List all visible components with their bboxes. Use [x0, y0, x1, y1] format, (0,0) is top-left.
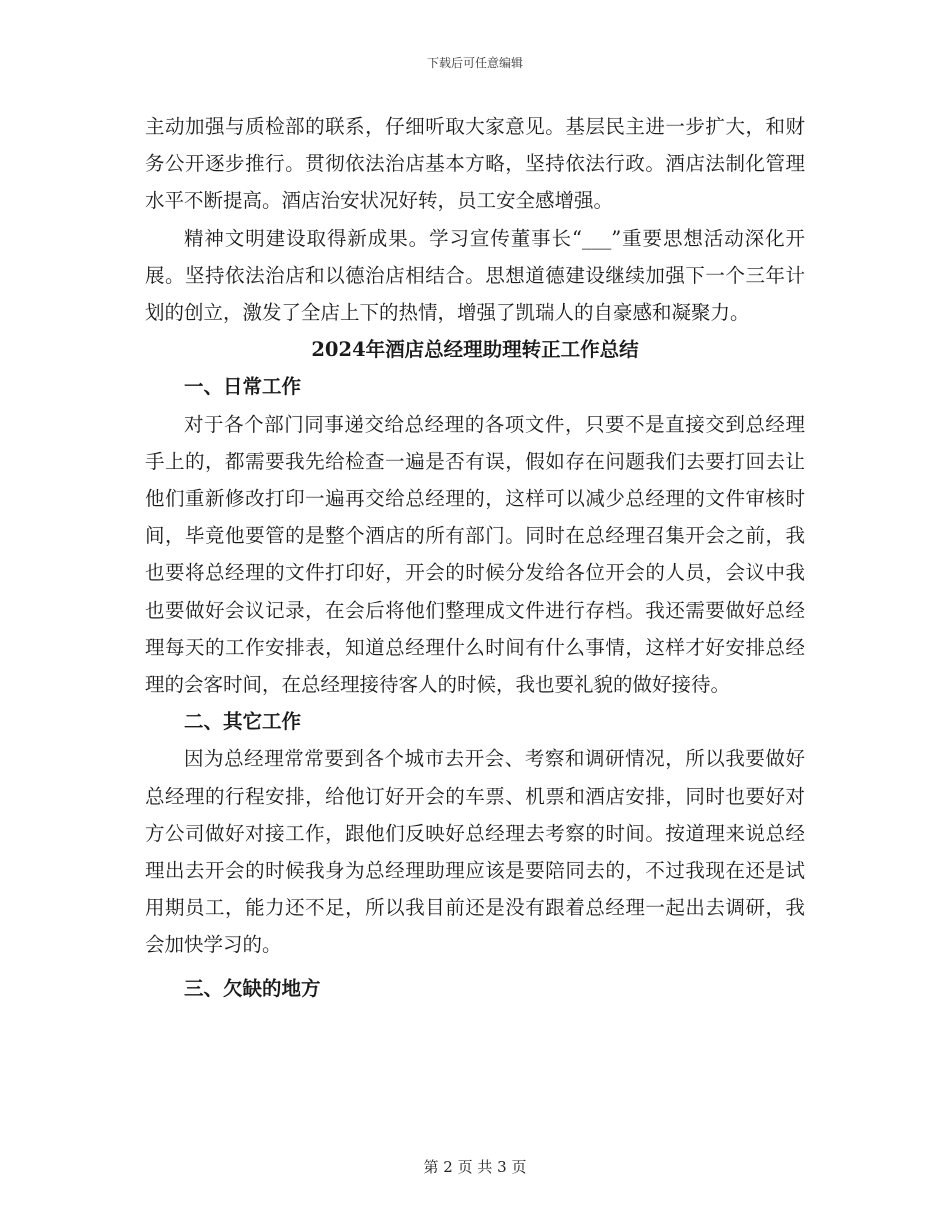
download-note: 下载后可任意编辑	[426, 56, 523, 70]
document-body	[145, 108, 805, 1007]
page-number: 第 2 页 共 3 页	[423, 1158, 527, 1176]
intro-paragraph-1: 主动加强与质检部的联系，仔细听取大家意见。基层民主进一步扩大，和财务公开逐步推行。贯彻依法治店基本方略，坚持依法行政。酒店法制化管理水平不断提高。酒店治安状况好转，员工安全感增强。	[145, 115, 805, 213]
section-heading-other-work: 二、其它工作	[184, 710, 302, 734]
section-body-daily-work: 对于各个部门同事递交给总经理的各项文件，只要不是直接交到总经理手上的，都需要我先给检查一遍是否有误，假如存在问题我们去要打回去让他们重新修改打印一遍再交给总经理的，这样可以减少总经理的文件审核时间，毕竟他要管的是整个酒店的所有部门。同时在总经理召集开会之前，我也要将总经理的文件打印好，开会的时候分发给各位开会的人员，会议中我也要做好会议记录，在会后将他们整理成文件进行存档。我还需要做好总经理每天的工作安排表，知道总经理什么时间有什么事情，这样才好安排总经理的会客时间，在总经理接待客人的时候，我也要礼貌的做好接待。	[145, 412, 805, 697]
section-body-other-work: 因为总经理常常要到各个城市去开会、考察和调研情况，所以我要做好总经理的行程安排，给他订好开会的车票、机票和酒店安排，同时也要好对方公司做好对接工作，跟他们反映好总经理去考察的时间。按道理来说总经理出去开会的时候我身为总经理助理应该是要陪同去的，不过我现在还是试用期员工，能力还不足，所以我目前还是没有跟着总经理一起出去调研，我会加快学习的。	[145, 747, 805, 957]
document-title: 2024年酒店总经理助理转正工作总结	[311, 338, 639, 362]
section-heading-daily-work: 一、日常工作	[184, 375, 302, 399]
section-heading-shortcomings: 三、欠缺的地方	[184, 976, 321, 1000]
intro-paragraph-2: 精神文明建设取得新成果。学习宣传董事长“___”重要思想活动深化开展。坚持依法治店和以德治店相结合。思想道德建设继续加强下一个三年计划的创立，激发了全店上下的热情，增强了凯瑞人的自豪感和凝聚力。	[145, 226, 805, 325]
